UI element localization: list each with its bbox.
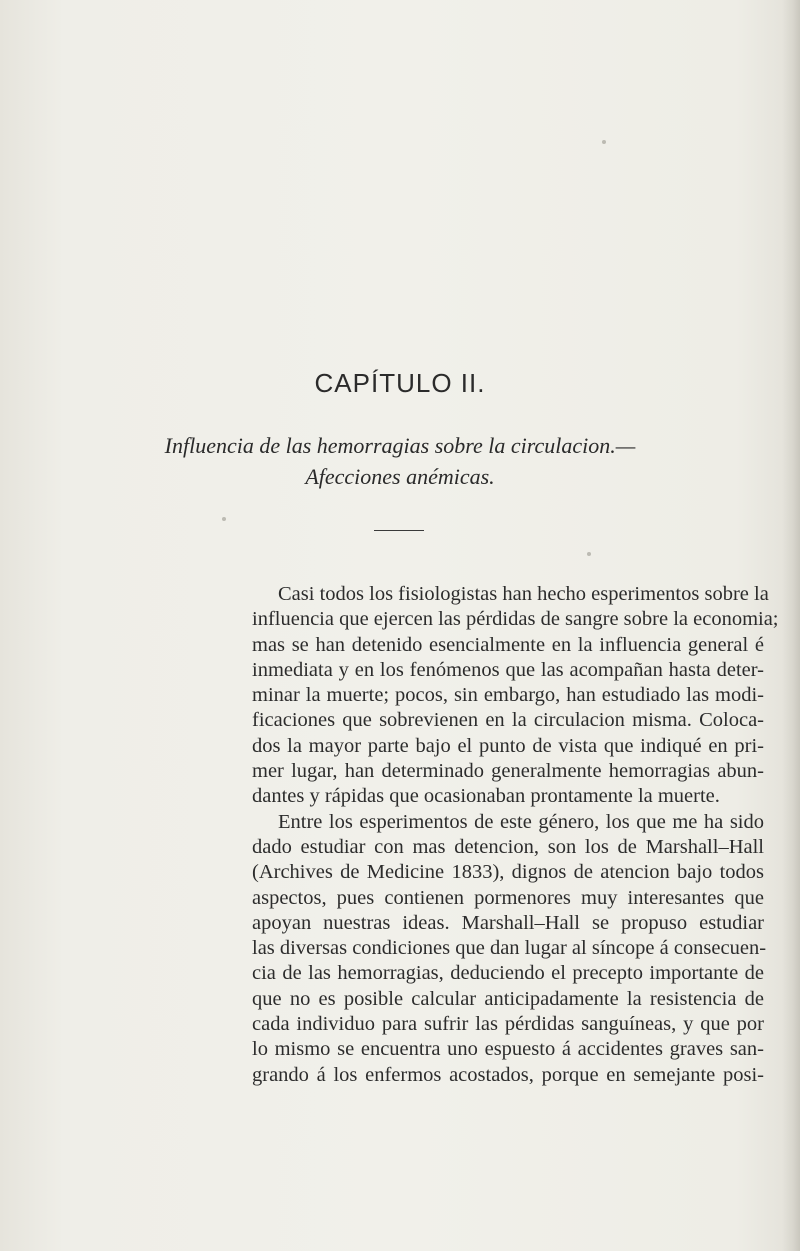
text-line: dantes y rápidas que ocasionaban prontamente la muerte. [252,785,720,808]
text-line: ficaciones que sobrevienen en la circulacion misma. Coloca- [252,709,764,732]
chapter-heading: CAPÍTULO II. [314,368,486,398]
text-line: las diversas condiciones que dan lugar al síncope á consecuen- [252,937,767,960]
text-line: inmediata y en los fenómenos que las acompañan hasta deter- [252,658,764,681]
paper-speck [222,517,226,521]
text-line: mas se han detenido esencialmente en la influencia general é [252,633,764,656]
paper-speck [587,552,591,556]
text-line: influencia que ejercen las pérdidas de sangre sobre la economia; [252,608,779,631]
page-edge-shadow [782,0,800,1251]
text-line: Entre los esperimentos de este género, los que me ha sido [278,810,764,833]
text-line: dado estudiar con mas detencion, son los de Marshall–Hall [252,835,764,858]
chapter-subtitle-line-2: Afecciones anémicas. [305,464,495,489]
text-line: grando á los enfermos acostados, porque en semejante posi- [252,1063,764,1086]
text-line: mer lugar, han determinado generalmente hemorragias abun- [252,760,764,783]
text-line: apoyan nuestras ideas. Marshall–Hall se propuso estudiar [252,911,764,934]
text-line: que no es posible calcular anticipadamente la resistencia de [252,987,764,1010]
text-line: cia de las hemorragias, deduciendo el precepto importante de [252,962,764,985]
text-line: aspectos, pues contienen pormenores muy interesantes que [252,886,764,909]
text-line: minar la muerte; pocos, sin embargo, han estudiado las modi- [252,684,764,707]
body-paragraphs [252,582,779,1088]
text-line: (Archives de Medicine 1833), dignos de atencion bajo todos [252,861,764,884]
text-line: dos la mayor parte bajo el punto de vista que indiqué en pri- [252,734,764,757]
text-line: lo mismo se encuentra uno espuesto á accidentes graves san- [252,1038,764,1061]
section-divider [374,530,424,531]
text-line: Casi todos los fisiologistas han hecho esperimentos sobre la [278,583,769,605]
text-line: cada individuo para sufrir las pérdidas sanguíneas, y que por [252,1013,764,1036]
chapter-subtitle-line-1: Influencia de las hemorragias sobre la circulacion.— [164,433,636,458]
paper-speck [602,140,606,144]
